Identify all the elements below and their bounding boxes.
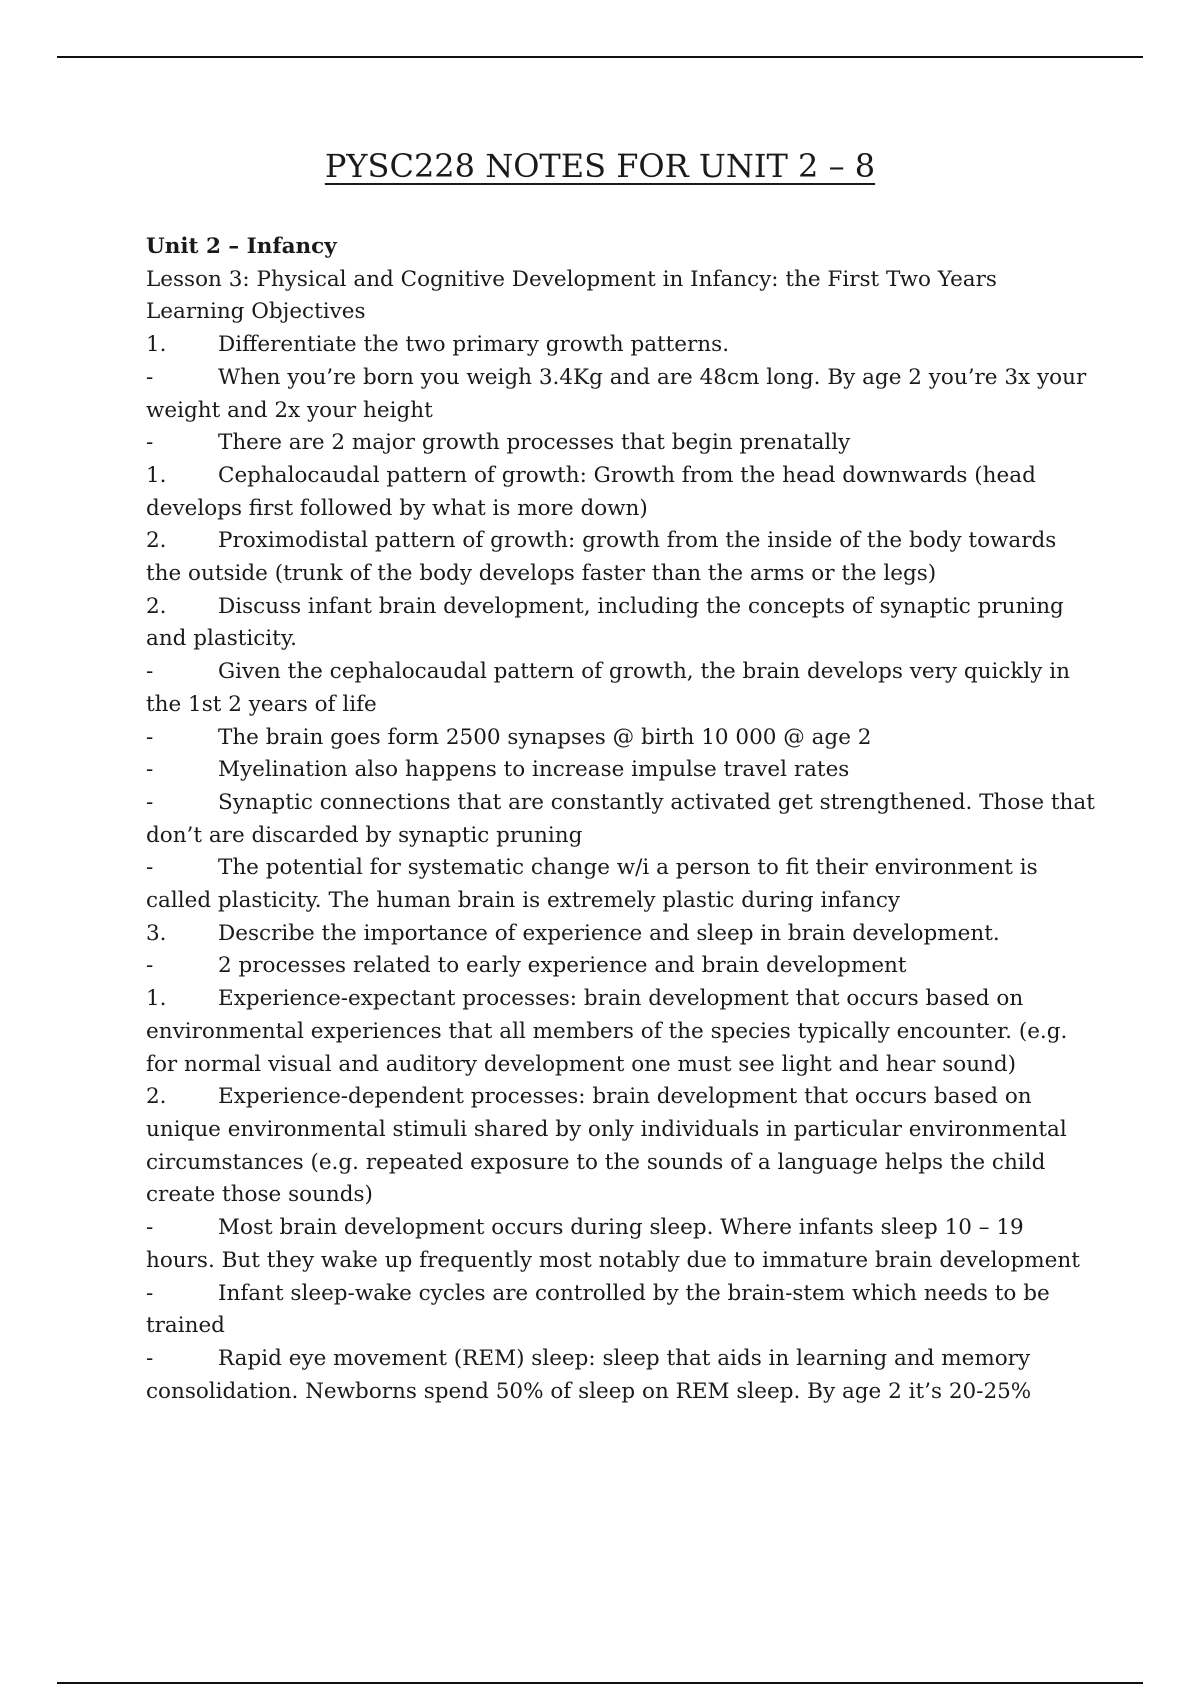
list-item: [146, 362, 1096, 427]
list-item-text: 2 processes related to early experience and brain development: [218, 953, 907, 979]
list-item-text: Synaptic connections that are constantly activated get strengthened. Those that don’t are discarded by synaptic pruning: [146, 789, 1095, 848]
unit-heading: Unit 2 – Infancy: [146, 234, 337, 259]
list-marker: -: [146, 855, 154, 881]
list-item-text: Describe the importance of experience and sleep in brain development.: [218, 920, 1000, 946]
list-item-text: Experience-dependent processes: brain development that occurs based on unique environmental stimuli shared by only individuals in particular environmental circumstances (e.g. repeated exposure to the sounds of a language helps the child create those sounds): [146, 1084, 1067, 1208]
list-marker: -: [146, 364, 154, 390]
page-title-text: PYSC228 NOTES FOR UNIT 2 – 8: [324, 147, 876, 185]
list-marker: 2.: [146, 593, 167, 619]
list-item-text: Cephalocaudal pattern of growth: Growth from the head downwards (head develops first followed by what is more down): [146, 462, 1036, 521]
list-marker: 1.: [146, 986, 167, 1012]
list-marker: 1.: [146, 332, 167, 358]
list-item: [146, 427, 1096, 460]
list-marker: 1.: [146, 462, 167, 488]
bottom-rule: [57, 1682, 1143, 1684]
list-item-text: There are 2 major growth processes that begin prenatally: [218, 430, 851, 456]
list-item-text: Most brain development occurs during sleep. Where infants sleep 10 – 19 hours. But they wake up frequently most notably due to immature brain development: [146, 1215, 1080, 1273]
list-item-text: Differentiate the two primary growth patterns.: [218, 332, 730, 358]
list-item: [146, 754, 1096, 787]
list-item-text: Rapid eye movement (REM) sleep: sleep that aids in learning and memory consolidation. Newborns spend 50% of sleep on REM sleep. By age 2 it’s 20-25%: [146, 1345, 1032, 1404]
list-marker: -: [146, 953, 154, 979]
lesson-title: Lesson 3: Physical and Cognitive Development in Infancy: the First Two Years: [146, 266, 997, 292]
list-item-text: Myelination also happens to increase impulse travel rates: [218, 757, 850, 783]
list-item: [146, 1212, 1096, 1277]
list-item-text: The potential for systematic change w/i a person to fit their environment is called plasticity. The human brain is extremely plastic during infancy: [146, 855, 1038, 914]
list-marker: -: [146, 757, 154, 783]
list-item: [146, 525, 1096, 590]
list-item: [146, 983, 1096, 1081]
list-marker: -: [146, 430, 154, 456]
page-title: [0, 146, 1200, 186]
list-marker: 3.: [146, 920, 167, 946]
list-marker: -: [146, 659, 154, 685]
list-marker: -: [146, 1345, 154, 1371]
list-marker: -: [146, 789, 154, 815]
list-item: [146, 460, 1096, 525]
list-item: [146, 1081, 1096, 1212]
list-item-text: Infant sleep-wake cycles are controlled by the brain-stem which needs to be trained: [146, 1280, 1050, 1339]
list-item-text: When you’re born you weigh 3.4Kg and are 48cm long. By age 2 you’re 3x your weight and 2x your height: [146, 364, 1087, 423]
list-item: [146, 722, 1096, 755]
list-item: [146, 787, 1096, 852]
list-marker: 2.: [146, 528, 167, 554]
list-marker: -: [146, 724, 154, 750]
list-item-text: Proximodistal pattern of growth: growth from the inside of the body towards the outside (trunk of the body develops faster than the arms or the legs): [146, 528, 1057, 587]
list-item-text: Given the cephalocaudal pattern of growth, the brain develops very quickly in the 1st 2 years of life: [146, 659, 1071, 717]
list-item: [146, 918, 1096, 951]
objectives-label: Learning Objectives: [146, 299, 366, 325]
list-marker: -: [146, 1280, 154, 1306]
document-body: [146, 231, 1096, 1408]
list-marker: 2.: [146, 1084, 167, 1110]
list-item-text: Discuss infant brain development, including the concepts of synaptic pruning and plasticity.: [146, 593, 1064, 652]
list-marker: -: [146, 1215, 154, 1241]
list-item: [146, 1278, 1096, 1343]
list-item: [146, 852, 1096, 917]
list-item: [146, 591, 1096, 656]
list-item-text: Experience-expectant processes: brain development that occurs based on environmental experiences that all members of the species typically encounter. (e.g. for normal visual and auditory development one must see light and hear sound): [146, 986, 1068, 1077]
list-item: [146, 656, 1096, 721]
list-item-text: The brain goes form 2500 synapses @ birth 10 000 @ age 2: [218, 724, 872, 750]
top-rule: [57, 56, 1143, 58]
list-item: [146, 1343, 1096, 1408]
list-item: [146, 329, 1096, 362]
list-item: [146, 950, 1096, 983]
